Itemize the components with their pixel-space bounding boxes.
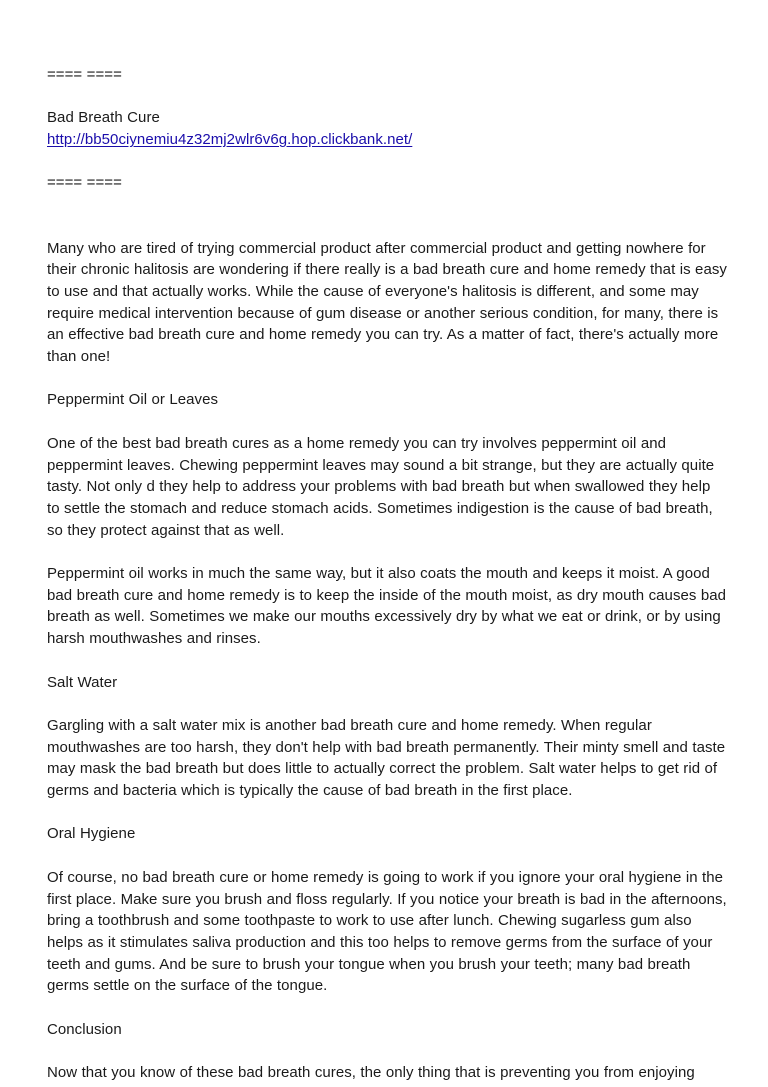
section-heading-conclusion: Conclusion	[47, 1020, 122, 1038]
spacer	[47, 411, 727, 433]
spacer	[47, 802, 727, 824]
peppermint-paragraph-1: One of the best bad breath cures as a home remedy you can try involves peppermint oil and peppermint leaves. Chewing peppermint leaves may sound a bit strange, but they are actually quite tasty. Not only d they help to address your problems with bad breath but when swallowed they help to settle the stomach and reduce stomach acids. Sometimes indigestion is the cause of bad breath, so they protect against that as well.	[47, 434, 715, 539]
spacer	[47, 368, 727, 390]
document-page	[47, 64, 727, 1084]
salt-water-paragraph: Gargling with a salt water mix is another bad breath cure and home remedy. When regular mouthwashes are too harsh, they don't help with bad breath permanently. Their minty smell and taste may mask the bad breath but does little to actually correct the problem. Salt water helps to get rid of germs and bacteria which is typically the cause of bad breath in the first place.	[47, 716, 726, 800]
spacer	[47, 151, 727, 173]
spacer	[47, 650, 727, 672]
spacer	[47, 845, 727, 867]
spacer	[47, 86, 727, 108]
section-heading-oral-hygiene: Oral Hygiene	[47, 825, 136, 843]
separator-top: ==== ====	[47, 66, 122, 83]
section-heading-peppermint: Peppermint Oil or Leaves	[47, 391, 219, 409]
document-title: Bad Breath Cure	[47, 109, 160, 127]
spacer	[47, 1040, 727, 1062]
spacer	[47, 997, 727, 1019]
separator-bottom: ==== ====	[47, 174, 122, 192]
intro-paragraph: Many who are tired of trying commercial product after commercial product and getting nowhere for their chronic halitosis are wondering if there really is a bad breath cure and home remedy that is easy to use and that actually works. While the cause of everyone's halitosis is different, and some may require medical intervention because of gum disease or another serious condition, for many, there is an effective bad breath cure and home remedy you can try. As a matter of fact, there's actually more than one!	[47, 239, 727, 366]
conclusion-paragraph: Now that you know of these bad breath cures, the only thing that is preventing you from enjoying	[47, 1064, 695, 1082]
oral-hygiene-paragraph: Of course, no bad breath cure or home remedy is going to work if you ignore your oral hygiene in the first place. Make sure you brush and floss regularly. If you notice your breath is bad in the afternoons, bring a toothbrush and some toothpaste to work to use after lunch. Chewing sugarless gum also helps as it stimulates saliva production and this too helps to remove germs from the surface of your teeth and gums. And be sure to brush your tongue when you brush your teeth; many bad breath germs settle on the surface of the tongue.	[47, 868, 727, 995]
spacer	[47, 194, 727, 237]
spacer	[47, 541, 727, 563]
peppermint-paragraph-2: Peppermint oil works in much the same way, but it also coats the mouth and keeps it moist. A good bad breath cure and home remedy is to keep the inside of the mouth moist, as dry mouth causes bad breath as well. Sometimes we make our mouths excessively dry by what we eat or drink, or by using harsh mouthwashes and rinses.	[47, 565, 727, 648]
spacer	[47, 693, 727, 715]
section-heading-salt-water: Salt Water	[47, 673, 118, 691]
affiliate-link[interactable]: http://bb50ciynemiu4z32mj2wlr6v6g.hop.clickbank.net/	[47, 131, 413, 149]
